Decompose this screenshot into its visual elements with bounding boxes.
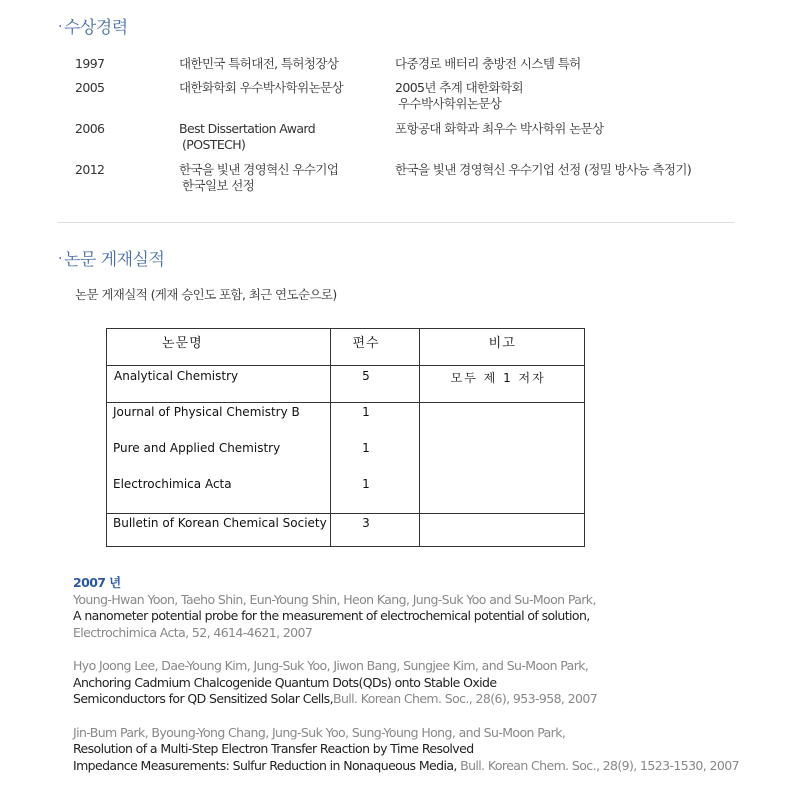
publication-title-line2 <box>73 691 773 708</box>
papers-title-text: 논문 게재실적 <box>63 250 165 270</box>
award-name-line1: Best Dissertation Award <box>179 121 316 136</box>
award-desc <box>395 162 785 178</box>
publication-item <box>73 592 773 642</box>
journal-table <box>106 328 585 547</box>
publication-source: Bull. Korean Chem. Soc., 28(9), 1523-1530, 2007 <box>456 757 739 773</box>
table-row <box>107 403 585 514</box>
section-divider <box>58 222 734 223</box>
publication-title: A nanometer potential probe for the measurement of electrochemical potential of solution, <box>73 608 590 623</box>
journal-name: Journal of Physical Chemistry B <box>113 405 300 419</box>
award-desc <box>395 80 785 112</box>
journal-count: 3 <box>330 514 420 547</box>
journal-stack <box>113 405 330 513</box>
papers-subtitle: 논문 게재실적 (게재 승인도 포함, 최근 연도순으로) <box>75 287 337 302</box>
award-year: 1997 <box>75 56 105 71</box>
publication-source: Bull. Korean Chem. Soc., 28(6), 953-958, 2007 <box>332 691 598 706</box>
journal-count: 1 <box>362 441 370 455</box>
table-row <box>107 366 585 403</box>
publication-list <box>73 575 773 785</box>
awards-title-text: 수상경력 <box>63 18 128 38</box>
journal-count: 1 <box>362 405 370 419</box>
publication-title-line2 <box>73 758 773 775</box>
journal-note: 모두 제 1 저자 <box>420 366 585 403</box>
award-name-line2: 한국일보 선정 <box>182 178 255 193</box>
journal-name: Bulletin of Korean Chemical Society <box>107 514 331 547</box>
journal-count-group <box>330 403 420 514</box>
publication-title-cont: Impedance Measurements: Sulfur Reduction in Nonaqueous Media, <box>73 757 457 773</box>
award-name <box>179 121 389 153</box>
award-year: 2006 <box>75 121 105 136</box>
journal-count: 5 <box>330 366 420 403</box>
journal-name: Analytical Chemistry <box>107 366 331 403</box>
award-name-line1: 대한화학회 우수박사학위논문상 <box>179 80 344 95</box>
header-note: 비고 <box>420 329 585 366</box>
award-desc <box>395 121 785 137</box>
table-header-row <box>107 329 585 366</box>
awards-section-title <box>58 13 128 38</box>
publication-year: 2007 년 <box>73 575 121 590</box>
journal-name-group <box>107 403 331 514</box>
award-desc <box>395 56 785 72</box>
award-year: 2005 <box>75 80 105 95</box>
publication-item <box>73 658 773 708</box>
award-desc-line1: 포항공대 화학과 최우수 박사학위 논문상 <box>395 121 604 136</box>
award-desc-line1: 한국을 빛낸 경영혁신 우수기업 선정 (정밀 방사능 측정기) <box>395 162 692 177</box>
award-name <box>179 162 389 194</box>
publication-title-cont: Semiconductors for QD Sensitized Solar Cells, <box>73 691 333 706</box>
award-name-line1: 대한민국 특허대전, 특허청장상 <box>179 56 339 71</box>
journal-name: Pure and Applied Chemistry <box>113 441 281 455</box>
award-name-line1: 한국을 빛낸 경영혁신 우수기업 <box>179 162 339 177</box>
header-journal: 논문명 <box>107 329 331 366</box>
count-stack <box>331 405 402 513</box>
journal-count: 1 <box>362 477 370 491</box>
table-row <box>107 514 585 547</box>
award-desc-line1: 다중경로 배터리 충방전 시스템 특허 <box>395 56 581 71</box>
papers-section-title <box>58 245 164 270</box>
publication-source: Electrochimica Acta, 52, 4614-4621, 2007 <box>73 624 313 640</box>
bullet-dot: · <box>58 19 62 35</box>
publication-authors: Young-Hwan Yoon, Taeho Shin, Eun-Young Shin, Heon Kang, Jung-Suk Yoo and Su-Moon Park, <box>73 591 596 607</box>
award-desc-line2: 우수박사학위논문상 <box>398 96 502 111</box>
award-name <box>179 80 389 96</box>
award-year: 2012 <box>75 162 105 177</box>
journal-name: Electrochimica Acta <box>113 477 232 491</box>
bullet-dot: · <box>58 251 62 267</box>
header-count: 편수 <box>330 329 420 366</box>
award-name <box>179 56 389 72</box>
award-name-line2: (POSTECH) <box>182 137 246 152</box>
journal-note <box>420 403 585 514</box>
publication-authors: Hyo Joong Lee, Dae-Young Kim, Jung-Suk Yoo, Jiwon Bang, Sungjee Kim, and Su-Moon Park, <box>73 658 589 673</box>
publication-authors: Jin-Bum Park, Byoung-Yong Chang, Jung-Suk Yoo, Sung-Young Hong, and Su-Moon Park, <box>73 724 566 740</box>
award-desc-line1: 2005년 추계 대한화학회 <box>395 80 523 95</box>
publication-title: Anchoring Cadmium Chalcogenide Quantum Dots(QDs) onto Stable Oxide <box>73 674 497 690</box>
journal-note <box>420 514 585 547</box>
publication-title: Resolution of a Multi-Step Electron Transfer Reaction by Time Resolved <box>73 741 474 756</box>
publication-item <box>73 725 773 775</box>
